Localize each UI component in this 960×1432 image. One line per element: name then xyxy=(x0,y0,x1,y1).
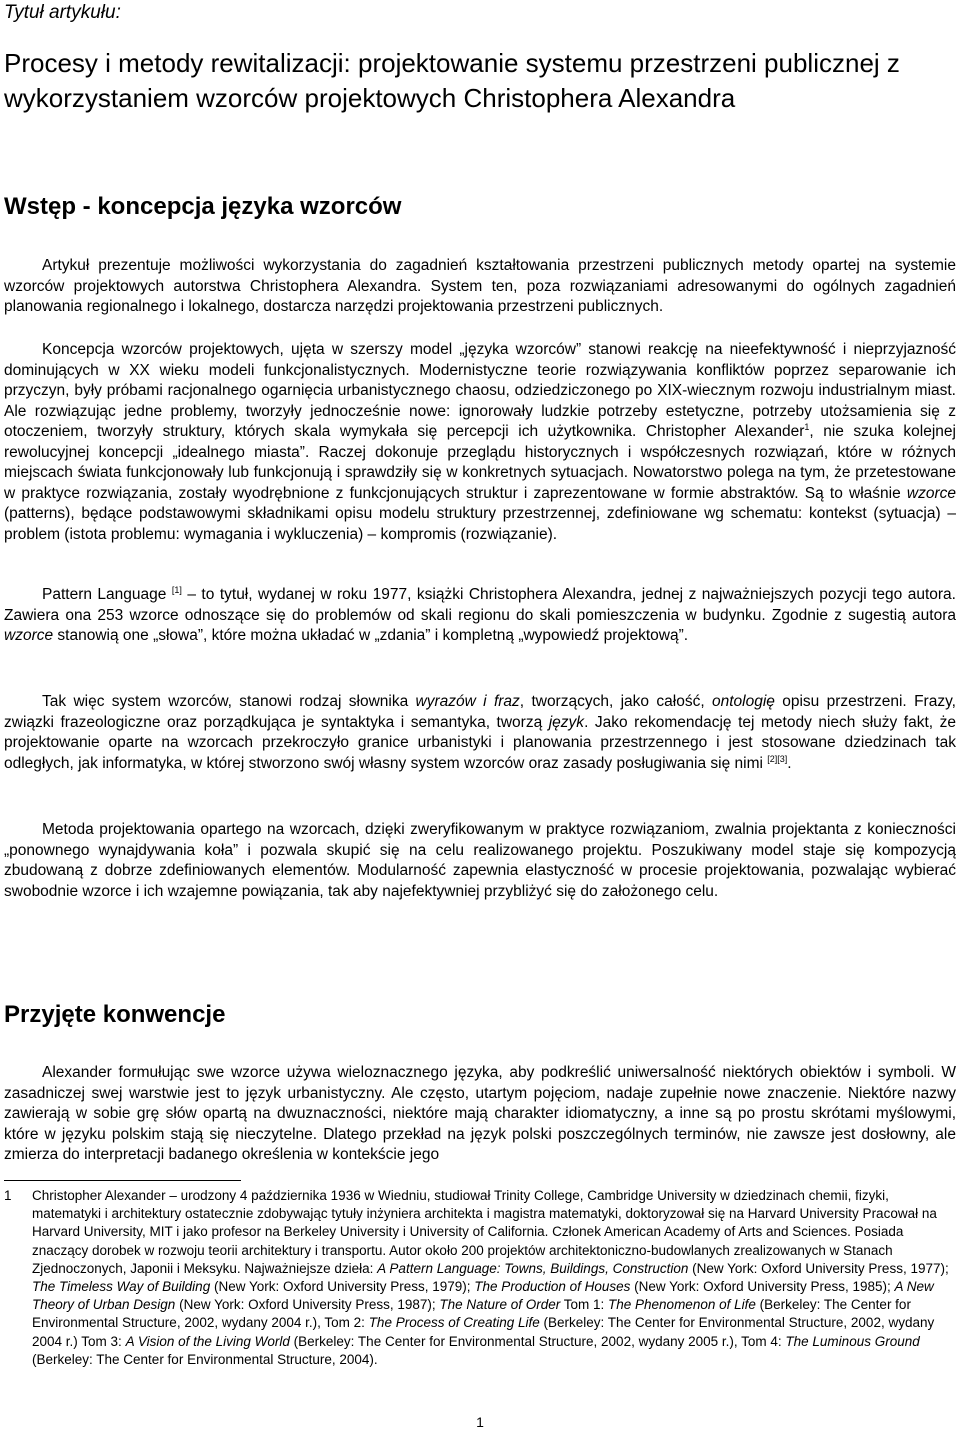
text-run: Pattern Language xyxy=(42,586,172,603)
text-run: (New York: Oxford University Press, 1979); xyxy=(210,1279,475,1295)
book-title: A Vision of the Living World xyxy=(125,1333,290,1349)
text-run: opisu przestrzeni. Frazy, związki frazeologiczne oraz porządkująca je syntaktyka i semantyka, tworzą xyxy=(4,693,956,731)
paragraph-intro: Artykuł prezentuje możliwości wykorzystania do zagadnień kształtowania przestrzeni publicznych metody opartej na systemie wzorców projektowych autorstwa Christophera Alexandra. System ten, poza rozwiązaniami adresowanymi do ogólnych zagadnień planowania regionalnego i lokalnego, dostarcza narzędzi projektowania przestrzeni publicznych. xyxy=(4,257,956,315)
text-run: Tom 1: xyxy=(560,1297,609,1313)
book-title: A New Theory of Urban Design xyxy=(32,1279,934,1313)
paragraph-concept xyxy=(4,340,956,545)
book-title: The Production of Houses xyxy=(474,1279,631,1295)
text-run: . xyxy=(787,754,792,772)
paragraph-method: Metoda projektowania opartego na wzorcach, dzięki zweryfikowanym w praktyce rozwiązaniom, zwalnia projektanta z konieczności „ponownego wynajdywania koła” i pozwala skupić się na celu realizowanego projektu. Poszukiwany model staje się kompozycją zbudowaną z dobrze zdefiniowanych elementów. Modularność zapewnia elastyczność w procesie projektowania, pozwalając wybierać swobodnie wzorce i ich wzajemne powiązania, tak aby najefektywniej przybliżyć się do założonego celu. xyxy=(4,821,956,900)
section-heading-conventions: Przyjęte konwencje xyxy=(4,1001,226,1028)
citation-ref[interactable]: [1] xyxy=(171,584,182,595)
book-title: The Process of Creating Life xyxy=(368,1315,540,1331)
text-run: , tworzących, jako całość, xyxy=(519,693,712,710)
text-run: – to tytuł, wydanej w roku 1977, książki Christophera Alexandra, jednej z najważniejszych pozycji tego autora. Zawiera ona 253 wzorce odnoszące się do problemów od skali regionu do skali pomieszczenia w budynku. Zgodnie z sugestią autora xyxy=(4,586,956,624)
text-run: (Berkeley: The Center for Environmental Structure, 2002, wydany 2004 r.), Tom 2: xyxy=(32,1297,911,1331)
text-run: (Berkeley: The Center for Environmental Structure, 2002, wydany 2005 r.), Tom 4: xyxy=(289,1333,786,1349)
italic-term: wyrazów i fraz xyxy=(415,693,520,710)
text-run: (Berkeley: The Center for Environmental Structure, 2004). xyxy=(32,1351,378,1367)
footnote xyxy=(4,1187,956,1369)
book-title: A Pattern Language: Towns, Buildings, Construction xyxy=(377,1260,689,1276)
section-heading-intro: Wstęp - koncepcja języka wzorców xyxy=(4,193,402,220)
text-run: Christopher Alexander – urodzony 4 października 1936 w Wiedniu, studiował Trinity College, Cambridge University w dziedzinach chemii, fizyki, matematyki i architektury ostatecznie zdobywając tytuły inżyniera architekta i magistra matematyki, doktoryzował się na Harvard University Pracował na Harvard University, MIT i jako profesor na Berkeley University i University of California. Członek American Academy of Arts and Sciences. Posiada znaczący dorobek w rozwoju teorii architektury i transportu. Autor około 200 projektów architektoniczno-budowlanych zrealizowanych w Stanach Zjednoczonych, Japonii i Meksyku. Najważniejsze dzieła: xyxy=(32,1188,937,1276)
footnote-text xyxy=(32,1187,956,1369)
book-title: The Luminous Ground xyxy=(785,1333,920,1349)
article-title: Procesy i metody rewitalizacji: projektowanie systemu przestrzeni publicznej z wykorzystaniem wzorców projektowych Christophera Alexandra xyxy=(4,48,900,113)
paragraph-conventions: Alexander formułując swe wzorce używa wieloznacznego języka, aby podkreślić uniwersalność niektórych obiektów i symboli. W zasadniczej swej warstwie jest to język urbanistyczny. Ale często, utartym pojęciom, nadaje zupełnie nowe znaczenie. Niektóre nazwy zawierają w sobie grę słów opartą na dwuznaczności, niektóre mają charakter idiomatyczny, a inne są po prostu skrótami myślowymi, które w języku polskim stają się nieczytelne. Dlatego przekład na język polski poszczególnych terminów, nie zawsze jest dosłowny, ale zmierza do interpretacji badanego określenia w kontekście jego xyxy=(4,1064,956,1163)
footnote-number: 1 xyxy=(4,1188,12,1203)
book-title: The Phenomenon of Life xyxy=(608,1297,756,1313)
text-run: stanowią one „słowa”, które można układać w „zdania” i kompletną „wypowiedź projektową”. xyxy=(53,627,689,644)
page-number: 1 xyxy=(476,1414,484,1430)
text-run: . Jako rekomendację tej metody niech służy fakt, że projektowanie oparte na wzorcach przekroczyło granice urbanistyki i planowania przestrzennego i jest stosowane dziedzinach tak odległych, jak informatyka, w której stworzono swój własny system wzorców oraz zasady posługiwania się nimi xyxy=(4,713,956,772)
citation-ref[interactable]: [2][3] xyxy=(767,753,788,764)
book-title: The Timeless Way of Building xyxy=(32,1279,211,1295)
book-title: The Nature of Order xyxy=(439,1297,561,1313)
text-run: Tak więc system wzorców, stanowi rodzaj słownika xyxy=(42,693,416,710)
italic-term: wzorce xyxy=(4,627,54,644)
italic-term: ontologię xyxy=(711,693,775,710)
italic-term: wzorce xyxy=(906,484,956,502)
text-run: (Berkeley: The Center for Environmental Structure, 2002, wydany 2004 r.) Tom 3: xyxy=(32,1315,935,1349)
article-label: Tytuł artykułu: xyxy=(4,2,121,23)
text-run: (New York: Oxford University Press, 1985); xyxy=(630,1279,895,1295)
text-run: (patterns), będące podstawowymi składnikami opisu modelu struktury przestrzennej, zdefiniowane wg schematu: kontekst (sytuacja) – problem (istota problemu: wymagania i wykluczenia) – kompromis (rozwiązanie). xyxy=(4,505,956,543)
text-run: Koncepcja wzorców projektowych, ujęta w szerszy model „języka wzorców” stanowi reakcję na nieefektywność i nieprzyjazność dominujących w XX wieku modeli funkcjonalistycznych. Modernistyczne teorie rozwiązywania konfliktów poprzez separowanie ich przyczyn, były próbami racjonalnego ogarnięcia urbanistycznego chaosu, odziedziczonego po XIX-wiecznym rozwoju industrialnym miast. Ale rozwiązując jedne problemy, tworzyły jednocześnie nowe: ignorowały ludzkie potrzeby estetyczne, potrzeby utożsamienia się z otoczeniem, tworzyły struktury, których skala wymykała się percepcji ich użytkownika. Christopher Alexander xyxy=(4,341,956,440)
paragraph-pattern-language xyxy=(4,585,956,647)
text-run: (New York: Oxford University Press, 1977); xyxy=(688,1260,949,1276)
text-run: (New York: Oxford University Press, 1987); xyxy=(175,1297,440,1313)
footnote-ref[interactable]: 1 xyxy=(804,421,810,432)
footnote-divider xyxy=(4,1180,241,1181)
italic-term: język xyxy=(548,713,585,731)
text-run: , nie szuka kolejnej rewolucyjnej koncepcji „idealnego miasta”. Raczej dokonuje przeglądu historycznych i współczesnych rozwiązań, które w różnych miejscach świata funkcjonowały lub funkcjonują i sprawdziły się w konkretnych sytuacjach. Nowatorstwo polega na tym, że przetestowane w praktyce rozwiązania, zostały wyodrębnione z funkcjonujących struktur i zaprezentowane w formie abstraktów. Są to właśnie xyxy=(4,423,956,502)
paragraph-system xyxy=(4,692,956,774)
